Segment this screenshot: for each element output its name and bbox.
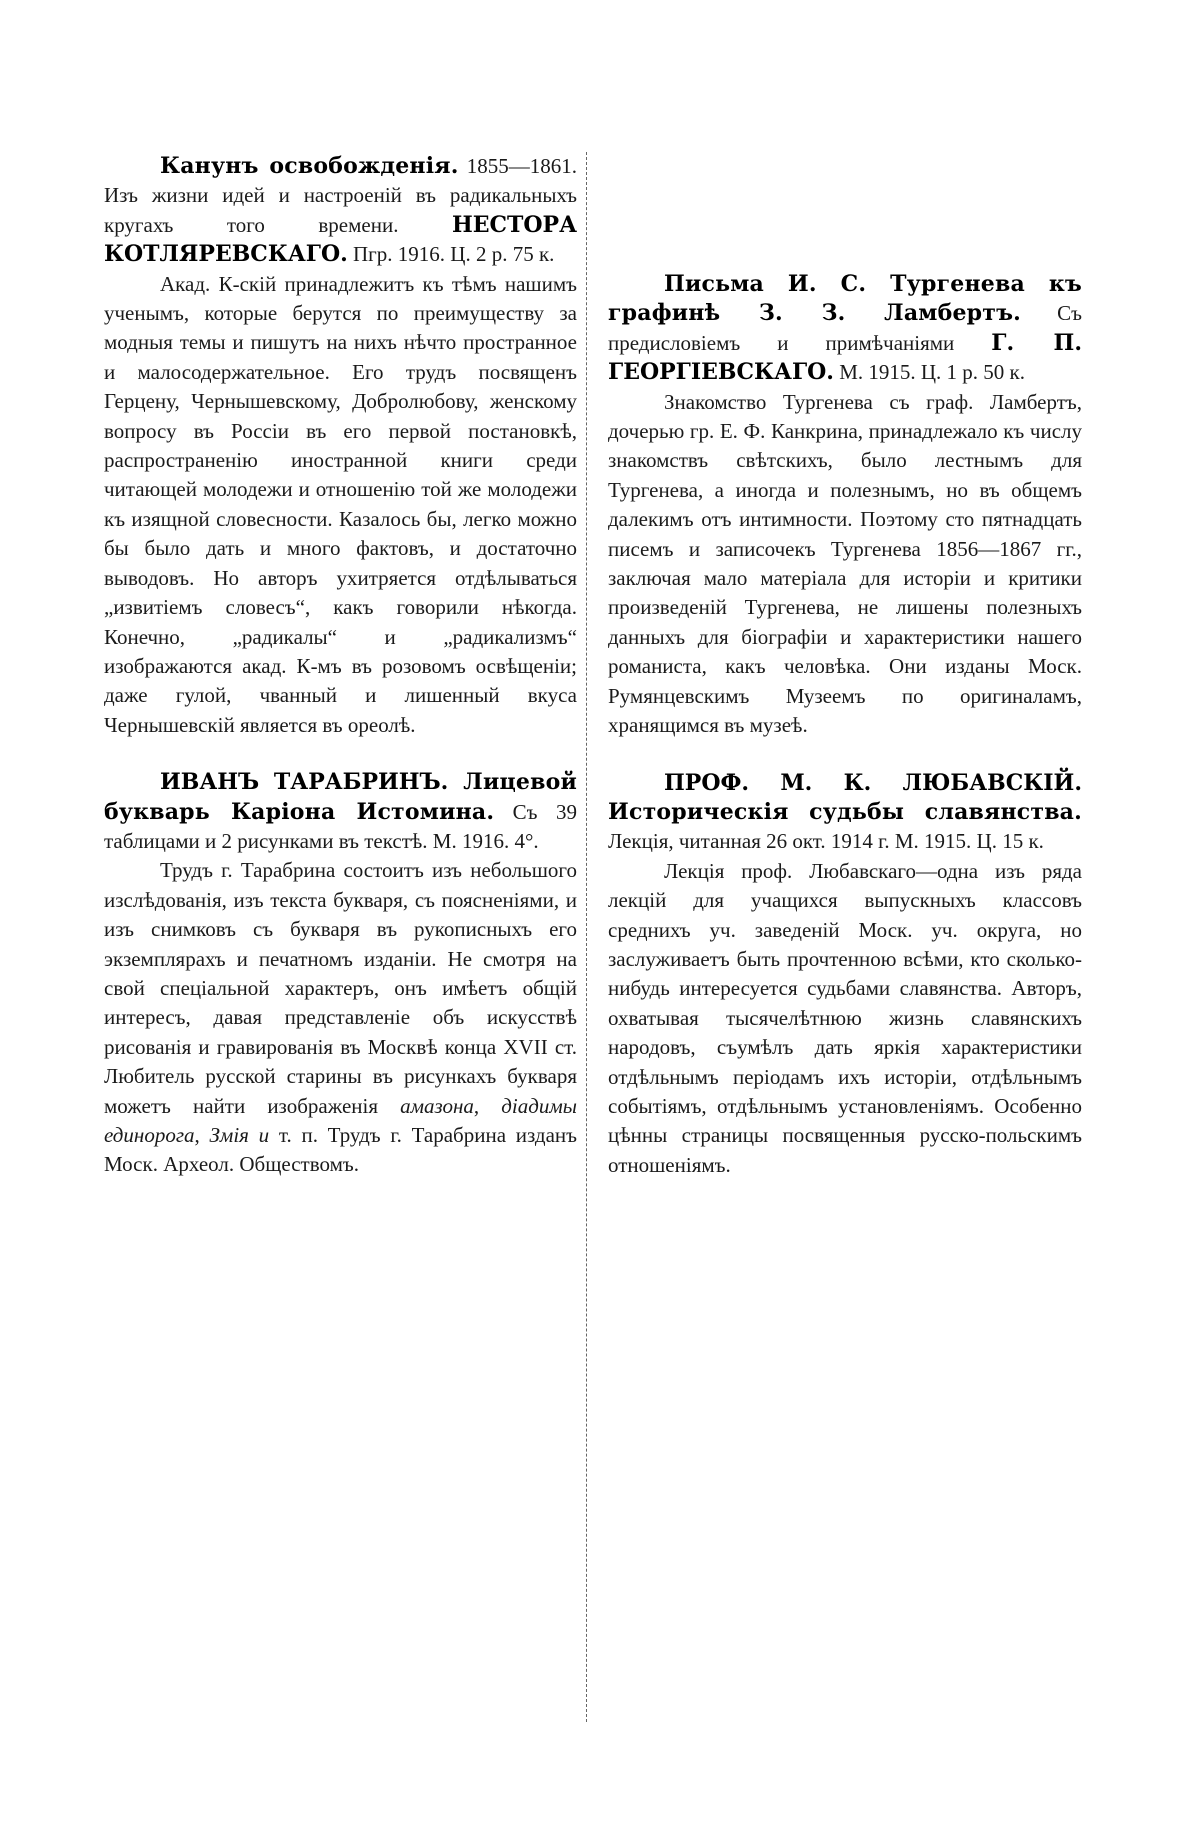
italic-term: и [248,1123,270,1147]
separator: , [194,1123,210,1147]
entry-header [608,769,1082,857]
review-body: Знакомство Тургенева съ граф. Ламбертъ, дочерью гр. Е. Ф. Канкрина, принадлежало къ числу знакомствъ свѣтскихъ, было лестнымъ для Тургенева, а иногда и полезнымъ, но въ общемъ далекимъ отъ интимности. Поэтому сто пятнадцать писемъ и записочекъ Тургенева 1856—1867 гг., заключая мало матеріала для исторіи и критики произведеній Тургенева, не лишены полезныхъ данныхъ для біографіи и характеристики нашего романиста, какъ человѣка. Они изданы Моск. Румянцевскимъ Музеемъ по оригиналамъ, хранящимся въ музеѣ. [608,389,1082,738]
book-subtitle: 1855—1861. Изъ жизни идей и настроеній въ радикальныхъ кругахъ того времени. [104,154,577,237]
book-imprint: Съ 39 таблицами и 2 рисунками въ текстѣ. М. 1916. 4°. [104,799,577,853]
book-title: Канунъ освобожденія. [160,153,459,179]
book-title: Письма И. С. Тургенева къ графинѣ З. З. Ламбертъ. [608,271,1082,327]
italic-term: Змія [209,1123,249,1147]
book-title: Лицевой букварь Каріона Истомина. [104,769,577,825]
entry-header [104,768,577,856]
review-body: Акад. К-скій принадлежитъ къ тѣмъ нашимъ ученымъ, которые берутся по преимуществу за модныя темы и пишутъ на нихъ нѣчто пространное и малосодержательное. Его трудъ посвященъ Герцену, Чернышевскому, Добролюбову, женскому вопросу въ Россіи въ его первой постановкѣ, распространенію иностранной книги среди читающей молодежи и отношенію той же молодежи къ изящной словесности. Казалось бы, легко можно бы было дать и много фактовъ, и достаточно выводовъ. Но авторъ ухитряется отдѣлываться „извитіемъ словесъ“, какъ говорили нѣкогда. Конечно, „радикалы“ и „радикализмъ“ изображаются акад. К-мъ въ розовомъ освѣщеніи; даже гулой, чванный и лишенный вкуса Чернышевскій является въ ореолѣ. [104,271,577,737]
book-author: ПРОФ. М. К. ЛЮБАВСКІЙ. [664,769,1082,796]
book-author: ИВАНЪ ТАРАБРИНЪ. [160,769,449,796]
book-title: Историческія судьбы славянства. [608,798,1082,825]
review-entry-tarabrin [104,768,577,1180]
entry-header [104,152,577,270]
review-body-text: Трудъ г. Тарабрина состоитъ изъ небольшого изслѣдованія, изъ текста букваря, съ поясненіями, и изъ снимковъ съ букваря въ рукописныхъ его экземплярахъ и печатномъ изданіи. Не смотря на свой спеціальной характеръ, онъ имѣетъ общій интересъ, давая представленіе объ искусствѣ рисованія и гравированія въ Москвѣ конца XVII ст. Любитель русской старины въ рисункахъ букваря можетъ найти изображенія [104,858,577,1118]
book-author: Г. П. ГЕОРГІЕВСКАГО. [608,329,1082,386]
italic-term: амазона [400,1093,474,1118]
left-column [104,152,577,1180]
review-body [104,856,577,1179]
separator: , [473,1093,502,1118]
italic-term: діадимы единорога [104,1093,577,1147]
book-imprint: Лекція, читанная 26 окт. 1914 г. М. 1915. Ц. 15 к. [608,829,1044,854]
review-body-text: т. п. Трудъ г. Тарабрина изданъ Моск. Археол. Обществомъ. [104,1123,578,1177]
right-column [608,152,1082,1180]
book-imprint: М. 1915. Ц. 1 р. 50 к. [833,360,1026,385]
column-divider [586,152,587,1722]
review-body: Лекція проф. Любавскаго—одна изъ ряда лекцій для учащихся выпускныхъ классовъ среднихъ уч. заведеній Моск. уч. округа, но заслуживаетъ быть прочтенною всѣми, кто сколько-нибудь интересуется судьбами славянства. Авторъ, охватывая тысячелѣтнюю жизнь славянскихъ народовъ, съумѣлъ дать яркія характеристики отдѣльнымъ періодамъ ихъ исторіи, отдѣльнымъ событіямъ, отдѣльнымъ установленіямъ. Особенно цѣнны страницы посвященныя русско-польскимъ отношеніямъ. [608,858,1082,1177]
book-author: НЕСТОРА КОТЛЯРЕВСКАГО. [104,211,577,268]
entry-header [608,270,1082,388]
book-subtitle: Съ предисловіемъ и примѣчаніями [608,301,1082,355]
review-entry-kotlyarevsky [104,152,577,740]
review-entry-turgenev [608,270,1082,741]
review-entry-lyubavsky [608,769,1082,1181]
book-imprint: Пгр. 1916. Ц. 2 р. 75 к. [347,242,555,267]
